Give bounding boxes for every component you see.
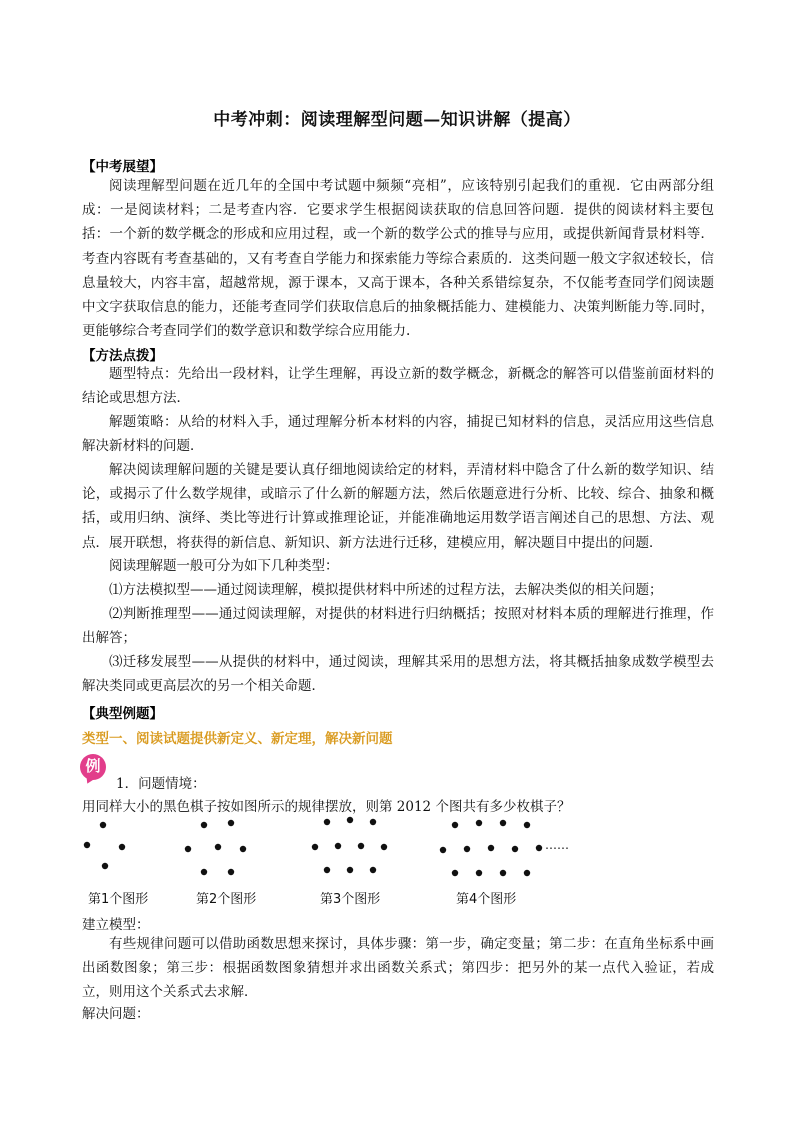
dot (358, 843, 364, 849)
method-paragraph-2: 解题策略：从给的材料入手，通过理解分析本材料的内容，捕捉已知材料的信息，灵活应用这些信息解决新材料的问题． (82, 414, 714, 455)
model-label: 建立模型： (82, 917, 150, 933)
solve-label: 解决问题： (82, 1006, 150, 1022)
dot (102, 863, 108, 869)
page-title: 中考冲刺：阅读理解型问题—知识讲解（提高） (213, 110, 581, 130)
ellipsis: …… (545, 838, 569, 852)
method-paragraph-5: ⑴方法模拟型——通过阅读理解，模拟提供材料中所述的过程方法，去解决类似的相关问题； (109, 582, 663, 598)
figure-label-1: 第1个图形 (88, 892, 149, 907)
method-paragraph-4: 阅读理解题一般可分为如下几种类型： (109, 558, 339, 574)
question-label: 1．问题情境： (116, 776, 206, 792)
dot (324, 819, 330, 825)
section-heading-method: 【方法点拨】 (82, 348, 163, 364)
section-heading-outlook: 【中考展望】 (82, 159, 163, 175)
dot (84, 842, 90, 848)
dot (476, 870, 482, 876)
figure-label-2: 第2个图形 (196, 892, 257, 907)
dot (381, 844, 387, 850)
dot (370, 819, 376, 825)
method-paragraph-6: ⑵判断推理型——通过阅读理解，对提供的材料进行归纳概括；按照对材料本质的理解进行推理，作出解答； (82, 606, 714, 647)
dot (228, 869, 234, 875)
dot (500, 870, 506, 876)
dot (228, 820, 234, 826)
section-heading-examples: 【典型例题】 (82, 706, 163, 722)
type-heading: 类型一、阅读试题提供新定义、新定理，解决新问题 (82, 731, 393, 747)
dot (440, 847, 446, 853)
figure-label-3: 第3个图形 (320, 892, 381, 907)
dot (370, 867, 376, 873)
dot (464, 846, 470, 852)
outlook-paragraph: 阅读理解型问题在近几年的全国中考试题中频频“亮相”，应该特别引起我们的重视．它由两部分组成：一是阅读材料；二是考查内容．它要求学生根据阅读获取的信息回答问题．提供的阅读材料主要包括：一个新的数学概念的形成和应用过程，或一个新的数学公式的推导与应用，或提供新闻背景材料等．考查内容既有考查基础的，又有考查自学能力和探索能力等综合素质的．这类问题一般文字叙述较长，信息量较大，内容丰富，超越常规，源于课本，又高于课本，各种关系错综复杂，不仅能考查同学们阅读题中文字获取信息的能力，还能考查同学们获取信息后的抽象概括能力、建模能力、决策判断能力等.同时，更能够综合考查同学们的数学意识和数学综合应用能力. (82, 178, 714, 340)
dot (185, 846, 191, 852)
dot (476, 820, 482, 826)
figure-label-4: 第4个图形 (456, 892, 517, 907)
dot (524, 870, 530, 876)
dot (201, 822, 207, 828)
method-paragraph-3: 解决阅读理解问题的关键是要认真仔细地阅读给定的材料，弄清材料中隐含了什么新的数学知识、结论，或揭示了什么数学规律，或暗示了什么新的解题方法，然后依题意进行分析、比较、综合、抽象和概括，或用归纳、演绎、类比等进行计算或推理论证，并能准确地运用数学语言阐述自己的思想、方法、观点．展开联想，将获得的新信息、新知识、新方法进行迁移，建模应用，解决题目中提出的问题． (82, 462, 714, 551)
method-paragraph-7: ⑶迁移发展型——从提供的材料中，通过阅读，理解其采用的思想方法，将其概括抽象成数学模型去解决类同或更高层次的另一个相关命题． (82, 654, 714, 695)
dot (201, 869, 207, 875)
dot (335, 843, 341, 849)
question-text: 用同样大小的黑色棋子按如图所示的规律摆放，则第 2012 个图共有多少枚棋子？ (82, 799, 571, 815)
dot (536, 845, 542, 851)
dot (347, 867, 353, 873)
dot (347, 817, 353, 823)
dot (512, 846, 518, 852)
dot (240, 846, 246, 852)
model-paragraph: 有些规律问题可以借助函数思想来探讨，具体步骤：第一步，确定变量；第二步：在直角坐标系中画出函数图象；第三步：根据函数图象猜想并求出函数关系式；第四步：把另外的某一点代入验证，若成立，则用这个关系式去求解． (82, 936, 714, 1001)
dot (452, 870, 458, 876)
method-paragraph-1: 题型特点：先给出一段材料，让学生理解，再设立新的数学概念，新概念的解答可以借鉴前面材料的结论或思想方法． (82, 366, 714, 407)
dot (312, 844, 318, 850)
dot (119, 844, 125, 850)
dot (500, 820, 506, 826)
dot (452, 822, 458, 828)
dot (324, 867, 330, 873)
example-badge: 例 (80, 754, 106, 780)
dot (100, 822, 106, 828)
dot (524, 822, 530, 828)
dot (488, 845, 494, 851)
dot (215, 844, 221, 850)
